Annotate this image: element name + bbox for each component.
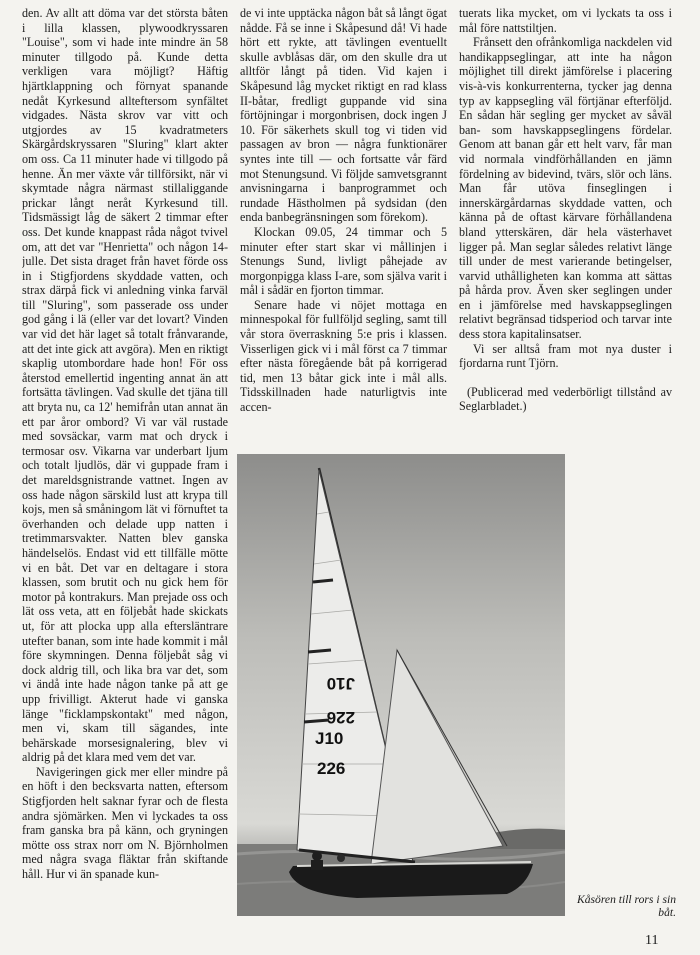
sail-number: 226 (317, 759, 346, 778)
sail-number: J10 (326, 674, 355, 693)
article-paragraph: Klockan 09.05, 24 timmar och 5 minuter efter start skar vi mållinjen i Stenungs Sund, livligt påhejade av morgonpigga klass I-are, som själva varit i mål i sådär en fjorton timmar. (240, 224, 447, 298)
article-paragraph: de vi inte upptäcka någon båt så långt ögat nådde. Få se inne i Skåpesund då! Vi hade hört ett rykte, att tävlingen eventuellt skulle avblåsas där, om den skulle dra ut alltför långt på tiden. Vid kajen i Skåpesund låg mycket riktigt en rad klass II-båtar, fredligt guppande vid sina förtöjningar i morgonbrisen, dock ingen J 10. För säkerhets skull tog vi tiden vid passagen av bron — några funktionärer syntes inte till — och fortsatte vår färd mot Stenungsund. Vi följde samvetsgrannt anvisningarna i banprogrammet och rundade Hästholmen på sydsidan (den enda banbegränsningen som förekom). (240, 6, 447, 225)
article-paragraph: Navigeringen gick mer eller mindre på en höft i den becksvarta natten, eftersom Stigfjorden helt saknar fyrar och de flesta andra sjömärken. Men vi lyckades ta oss fram ganska bra på känn, och gryningen mötte oss strax norr om N. Björnholmen med några svaga fläktar från skiftande håll. Hur vi än spanade kun- (22, 764, 228, 882)
sail-number: 226 (326, 708, 355, 727)
text-column-1 (22, 6, 228, 936)
sailboat-photo (237, 454, 565, 916)
sail-number: J10 (315, 729, 344, 748)
article-paragraph: Vi ser alltså fram mot nya duster i fjordarna runt Tjörn. (459, 341, 672, 371)
jib (371, 650, 503, 864)
hull (289, 864, 533, 898)
text-column-2 (240, 6, 447, 415)
text-column-3 (459, 6, 672, 414)
publication-note: (Publicerad med vederbörligt tillstånd av Seglarbladet.) (459, 384, 672, 414)
article-paragraph: tuerats lika mycket, om vi lyckats ta oss i mål före nattstiltjen. (459, 6, 672, 35)
helmsman (312, 851, 322, 861)
article-paragraph: Frånsett den ofrånkomliga nackdelen vid handikappseglingar, att inte ha någon möjlighet till direkt jämförelse i placering vis-à-vis konkurrenterna, tycker jag denna typ av kappsegling väl förtjänar efterföljd. En sådan här segling ger mycket av såväl ban- som havskappseglingens fördelar. Genom att banan går ett helt varv, får man vid normala vindförhållanden en jämn fördelning av bidevind, tvärs, slör och läns. Man får utöva finseglingen i innerskärgårdarnas skyddade vatten, och känna på de oftast kärvare förhållandena bland ytterskären, där hela västerhavet ligger på. Man seglar således relativt länge till under de mest varierande betingelser, varvid uthålligheten kan komma att sättas på hårda prov. Även sker seglingen under en i jämförelse med havskappseglingen relativt begränsad tidsperiod och tarvar inte dess stora kapitalinsatser. (459, 35, 672, 342)
photo-caption: Kåsören till rors i sin båt. (577, 893, 676, 919)
page-number: 11 (645, 933, 659, 948)
article-paragraph: den. Av allt att döma var det största båten i lilla klassen, plywoodkryssaren "Louise", som vi hade inte mindre än 58 minuter tillgodo på. Kunde detta verkligen vara möjligt? Häftig hjärtklappning och förnyat spanande nedåt Kyrkesund allteftersom synfältet vidgades. Nästa skrov var vitt och utgjordes av 15 kvadratmeters Skärgårdskryssaren "Sluring" klart akter om oss. Ca 11 minuter hade vi tillgodo på henne. Än mer växte vår tillförsikt, när vi skymtade några närmast stillaliggande prickar långt neråt Kyrkesund till. Tidsmässigt låg de säkert 2 timmar efter oss. Det kunde knappast råda något tvivel om, att det var "Henrietta" och någon 14-julle. Det sista draget från havet förde oss in i Stigfjordens skyddade vatten, och strax därpå fick vi anledning vinka farväl till "Sluring", som passerade oss under god gång i lä (eller var det lovart? Vinden var vid det här laget så totalt frånvarande, att det inte gick att avgöra). Men en riktigt skaplig utombordare hade hon! För oss återstod emellertid ingenting annat än att fortsätta tävlingen. Vad skulle det tjäna till att bryta nu, ca 12' hemifrån utan annat än ett par åror ombord? Vi var väl rustade med sovsäckar, varm mat och dryck i termosar osv. Vikarna var underbart ljum och totalt ljudlös, där vi guppade fram i det mareldsgnistrande vattnet. Ingen av oss hade någon särskild lust att krypa till kojs, men så småningom lät vi förnuftet ta överhanden och delade upp natten i tretimmarsvakter. Natten blev ganska händelselös. Endast vid ett tillfälle mötte vi en båt. Det var en deltagare i stora klassen, som brutit och nu gick hem för motor på kontrakurs. Man prejade oss och lät oss veta, att en följebåt hade skickats ut, för att plocka upp alla eftersläntrare utefter banan, som inte hade kommit i mål före skymningen. Denna följebåt såg vi dock aldrig till, och lika bra var det, som vi ändå inte hade någon tanke på att ge upp frivilligt. Akterut hade vi ganska länge "ficklampskontakt" med någon, men vi, skam till sägandes, inte behärskade morsesignalering, blev vi aldrig på det klara med vem det var. (22, 6, 228, 765)
article-paragraph: Senare hade vi nöjet mottaga en minnespokal för fullföljd segling, samt till vår stora överraskning 5:e pris i klassen. Visserligen gick vi i mål först ca 7 timmar efter nästa föregående båt på korrigerad tid, men 13 båtar gick inte i mål alls. Tidsskillnaden hade naturligtvis inte accen- (240, 297, 447, 415)
